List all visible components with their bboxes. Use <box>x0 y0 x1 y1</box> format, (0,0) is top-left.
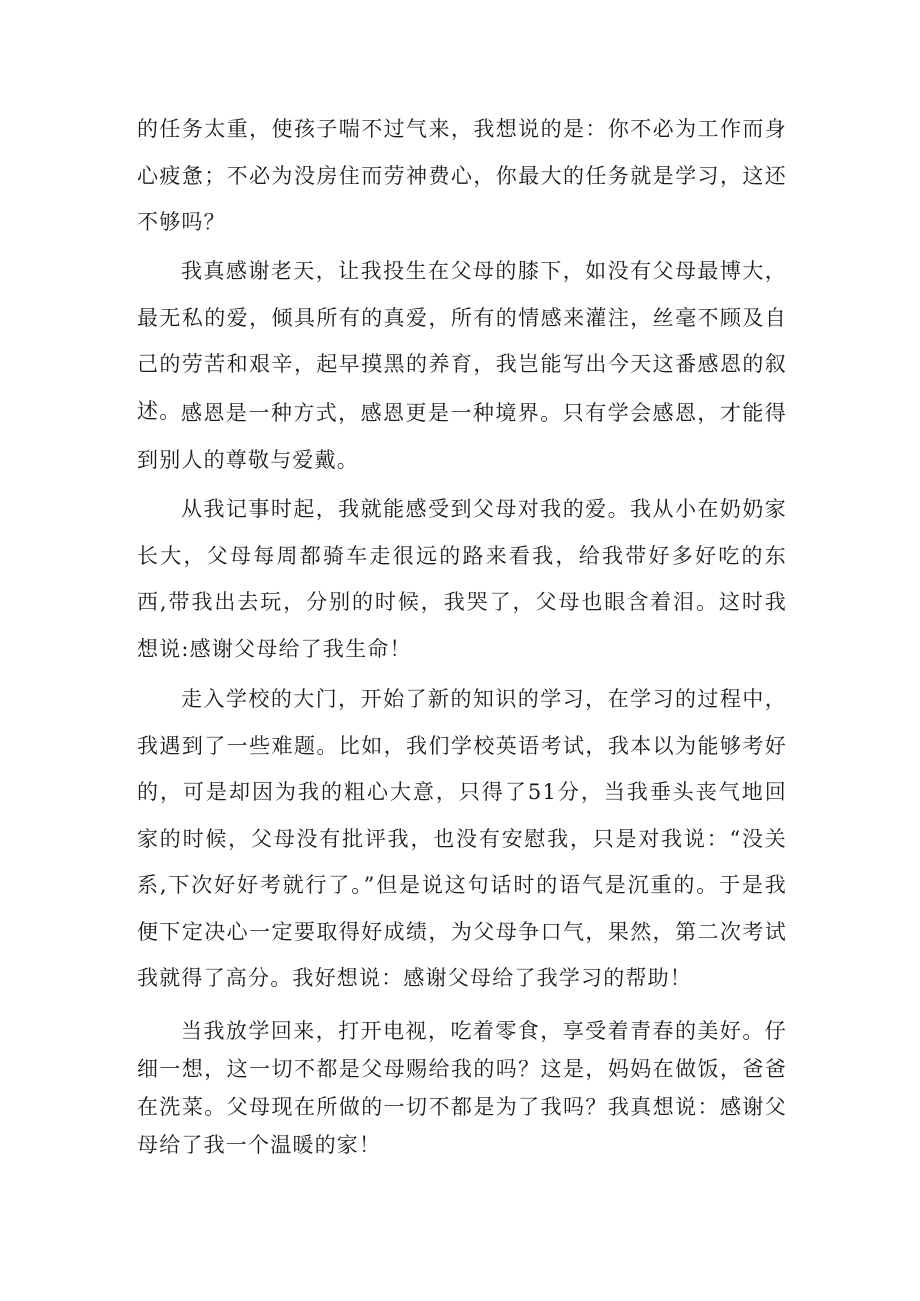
paragraph: 我真感谢老天，让我投生在父母的膝下，如没有父母最博大，最无私的爱，倾具所有的真爱，所有的情感来灌注，丝毫不顾及自己的劳苦和艰辛，起早摸黑的养育，我岂能写出今天这番感恩的叙述。 <box>137 259 787 423</box>
paragraph: 感恩是一种方式，感恩更是一种境界。只有学会感恩，才能得到别人的尊敬与爱戴。 <box>137 401 787 472</box>
paragraph: 从我记事时起，我就能感受到父母对我的爱。我从小在奶奶家长大，父母每周都骑车走很远的路来看我，给我带好多好吃的东西,带我出去玩，分别的时候，我哭了，父母也眼含着泪。这时我想说:感谢父母给了我生命！ <box>137 497 787 661</box>
paragraph: 走入学校的大门，开始了新的知识的学习，在学习的过程中，我遇到了一些难题。比如，我们学校英语考试，我本以为能够考好的，可是却因为我的粗心大意，只得了51分，当我垂头丧气地回家的时候，父母没有批评我，也没有安慰我，只是对我说：“没关系,下次好好考就行了。”但是说这句话时的语气是沉重的。于是我便下定决心一定要取得好成绩，为父母争口气，果然，第二次考试我就得了高分。我好想说：感谢父母给了我学习的帮助！ <box>137 687 787 990</box>
paragraph: 当我放学回来，打开电视，吃着零食，享受着青春的美好。仔细一想，这一切不都是父母赐给我的吗？这是，妈妈在做饭，爸爸在洗菜。父母现在所做的一切不都是为了我吗？我真想说：感谢父母给了我一个温暖的家！ <box>137 1019 787 1157</box>
paragraph-continued: 的任务太重，使孩子喘不过气来，我想说的是：你不必为工作而身心疲惫；不必为没房住而劳神费心，你最大的任务就是学习，这还不够吗？ <box>137 117 787 234</box>
